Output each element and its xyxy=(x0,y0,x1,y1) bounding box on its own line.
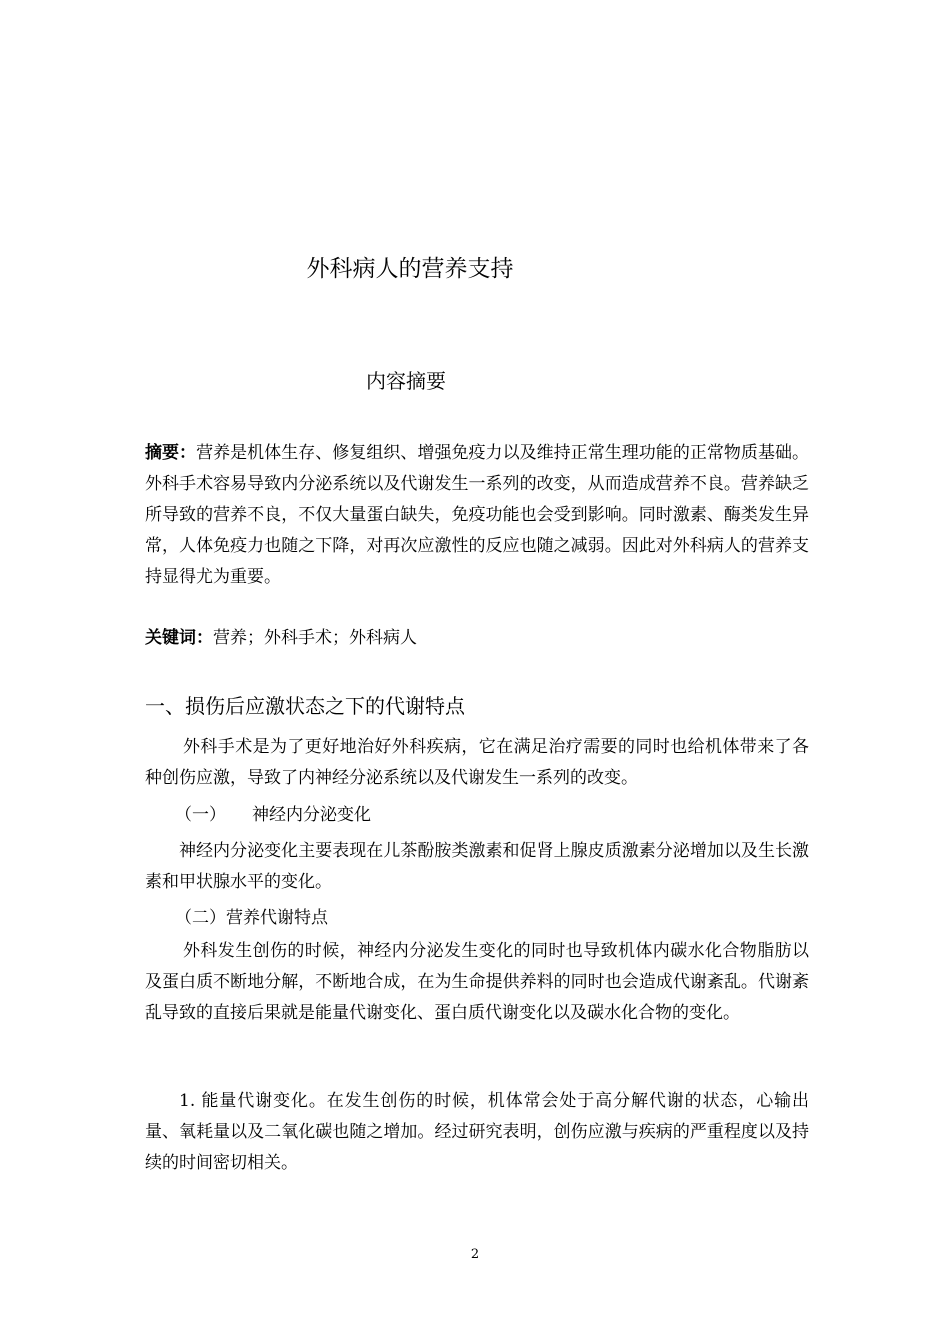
abstract-heading: 内容摘要 xyxy=(366,369,446,393)
page-number: 2 xyxy=(470,1247,480,1262)
metabolism-paragraph: 外科发生创伤的时候，神经内分泌发生变化的同时也导致机体内碳水化合物脂肪以及蛋白质不断地分解，不断地合成，在为生命提供养料的同时也会造成代谢紊乱。代谢紊乱导致的直接后果就是能量代谢变化、蛋白质代谢变化以及碳水化合物的变化。 xyxy=(145,941,809,1023)
abstract-text: 营养是机体生存、修复组织、增强免疫力以及维持正常生理功能的正常物质基础。外科手术容易导致内分泌系统以及代谢发生一系列的改变，从而造成营养不良。营养缺乏所导致的营养不良，不仅大量蛋白缺失，免疫功能也会受到影响。同时激素、酶类发生异常，人体免疫力也随之下降，对再次应激性的反应也随之减弱。因此对外科病人的营养支持显得尤为重要。 xyxy=(145,443,810,587)
section-heading: 一、损伤后应激状态之下的代谢特点 xyxy=(145,694,465,718)
subsection-heading-neuroendocrine xyxy=(145,800,839,831)
document-title: 外科病人的营养支持 xyxy=(306,256,514,282)
keywords-paragraph xyxy=(145,623,809,654)
neuroendocrine-paragraph: 神经内分泌变化主要表现在儿茶酚胺类激素和促肾上腺皮质激素分泌增加以及生长激素和甲状腺水平的变化。 xyxy=(145,841,809,892)
abstract-label: 摘要： xyxy=(145,443,197,463)
keywords-label: 关键词： xyxy=(145,628,213,648)
abstract-paragraph xyxy=(145,438,809,593)
subsection-number: （一） xyxy=(175,805,226,825)
energy-metabolism-paragraph: 1. 能量代谢变化。在发生创伤的时候，机体常会处于高分解代谢的状态，心输出量、氧耗量以及二氧化碳也随之增加。经过研究表明，创伤应激与疾病的严重程度以及持续的时间密切相关。 xyxy=(145,1091,809,1173)
subsection-title: 神经内分泌变化 xyxy=(252,805,371,825)
section-intro-paragraph: 外科手术是为了更好地治好外科疾病，它在满足治疗需要的同时也给机体带来了各种创伤应激，导致了内神经分泌系统以及代谢发生一系列的改变。 xyxy=(145,737,809,788)
keywords-text: 营养；外科手术；外科病人 xyxy=(213,628,417,648)
subsection-heading-metabolism: （二）营养代谢特点 xyxy=(175,908,328,928)
